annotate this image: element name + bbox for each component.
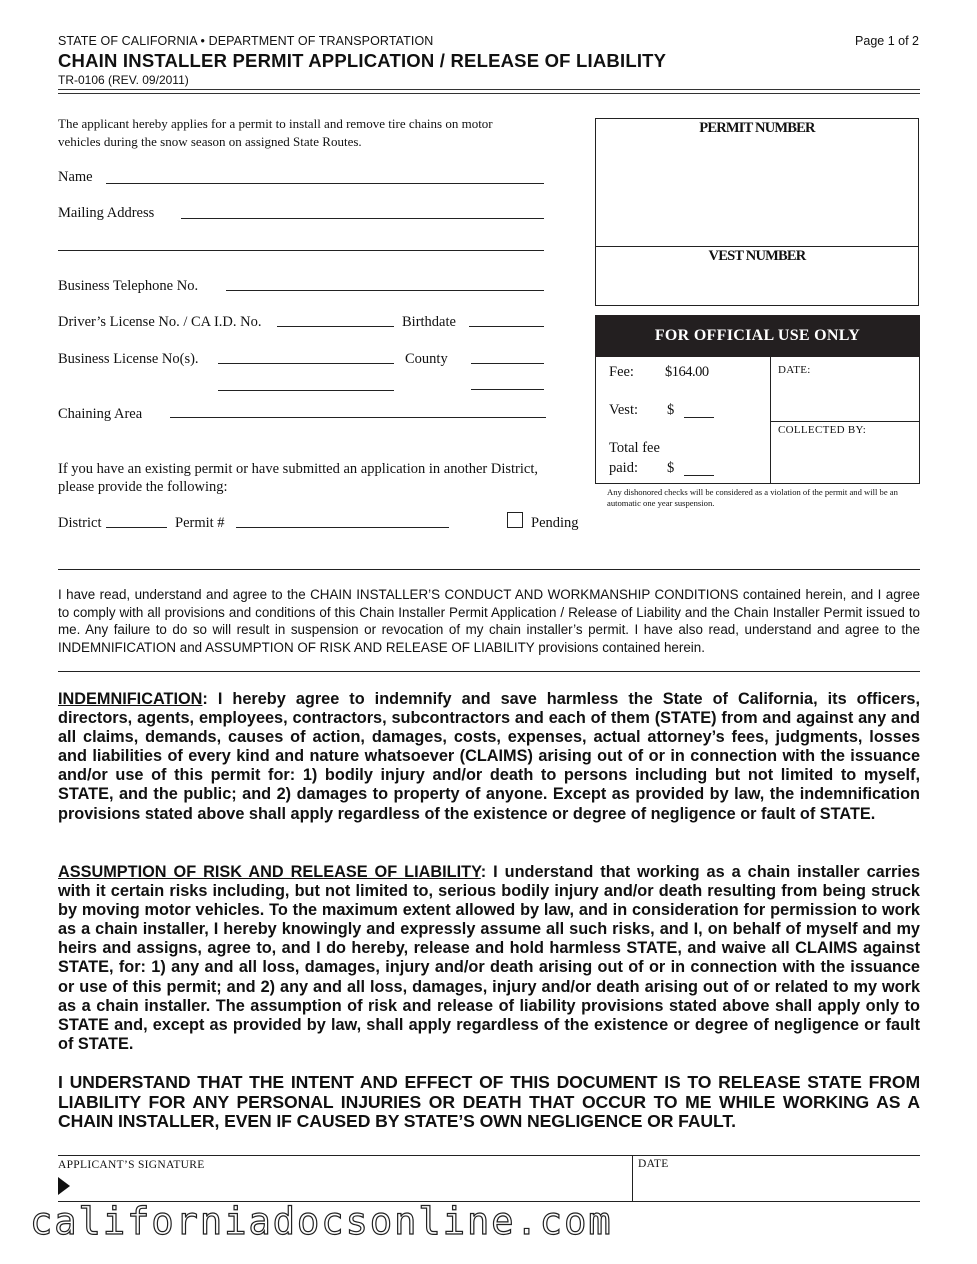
drivers-license-label: Driver’s License No. / CA I.D. No. xyxy=(58,314,262,330)
district-label: District xyxy=(58,515,102,531)
agreement-text: I have read, understand and agree to the CHAIN INSTALLER’S CONDUCT AND WORKMANSHIP CONDITIONS contained herein, and I agree to comply with all provisions and conditions of this Chain Installer Permit Application / Release of Liability and the Chain Installer Permit issued to me. Any failure to do so will result in suspension or revocation of my chain installer’s permit. I have also read, understand and agree to the INDEMNIFICATION and ASSUMPTION OF RISK AND RELEASE OF LIABILITY provisions contained herein. xyxy=(58,587,920,655)
official-box-horizontal-divider xyxy=(770,421,919,422)
header-divider-double xyxy=(58,93,920,94)
official-use-heading: FOR OFFICIAL USE ONLY xyxy=(595,315,920,357)
form-number: TR-0106 (REV. 09/2011) xyxy=(58,73,189,87)
mailing-address-field-line2[interactable] xyxy=(58,250,544,251)
sign-here-arrow-icon xyxy=(58,1177,70,1195)
assumption-body: : I understand that working as a chain installer carries with it certain risks including, but not limited to, serious bodily injury and/or death resulting from being struck by moving motor vehicles. To the maximum extent allowed by law, and in consideration for permission to work as a chain installer, I hereby knowingly and expressly assume all such risks, and I, on behalf of myself and my heirs and assigns, agree to, and I do hereby, release and hold harmless STATE, and waive all CLAIMS against STATE, for: 1) any and all loss, damages, injury and/or death arising out of or in connection with the issuance or use of this permit; and 2) any and all loss, damages, injury and/or death arising out of or related to my work as a chain installer. The assumption of risk and release of liability provisions stated above shall apply only to STATE and, except as provided by law, shall apply regardless of the existence or degree of negligence or fault of STATE. xyxy=(58,863,921,1053)
pending-checkbox[interactable] xyxy=(507,512,523,528)
total-fee-label: Total fee xyxy=(609,440,660,456)
mailing-address-field[interactable] xyxy=(181,218,544,219)
section-divider-lower xyxy=(58,671,920,672)
chaining-area-field[interactable] xyxy=(170,417,546,418)
pending-label: Pending xyxy=(531,515,579,531)
total-currency: $ xyxy=(667,460,675,476)
county-field-line2[interactable] xyxy=(471,389,544,390)
vest-amount-field[interactable] xyxy=(684,417,714,418)
official-use-box xyxy=(595,357,920,484)
section-divider xyxy=(58,569,920,570)
page-indicator: Page 1 of 2 xyxy=(855,34,919,48)
form-title: CHAIN INSTALLER PERMIT APPLICATION / RELEASE OF LIABILITY xyxy=(58,50,667,71)
county-field[interactable] xyxy=(471,363,544,364)
release-acknowledgement: I UNDERSTAND THAT THE INTENT AND EFFECT OF THIS DOCUMENT IS TO RELEASE STATE FROM LIABILITY FOR ANY PERSONAL INJURIES OR DEATH THAT OCCUR TO ME WHILE WORKING AS A CHAIN INSTALLER, EVEN IF CAUSED BY STATE’S OWN NEGLIGENCE OR FAULT. xyxy=(58,1072,920,1131)
business-license-label: Business License No(s). xyxy=(58,351,199,367)
vest-currency: $ xyxy=(667,402,675,418)
assumption-of-risk-paragraph xyxy=(58,863,920,1054)
vest-label: Vest: xyxy=(609,402,638,418)
site-watermark: californiadocsonline.com xyxy=(30,1200,613,1243)
district-field[interactable] xyxy=(106,527,167,528)
mailing-address-label: Mailing Address xyxy=(58,205,155,221)
permit-number-box xyxy=(595,118,919,306)
collected-by-label: COLLECTED BY: xyxy=(778,424,867,436)
dishonored-checks-note: Any dishonored checks will be considered as a violation of the permit and will be an automatic one year suspension. xyxy=(607,487,898,508)
applicant-signature-field[interactable] xyxy=(74,1174,624,1200)
applicant-signature-label: APPLICANT’S SIGNATURE xyxy=(58,1159,205,1171)
official-box-vertical-divider xyxy=(770,357,771,483)
birthdate-field[interactable] xyxy=(469,326,544,327)
fee-label: Fee: xyxy=(609,364,634,380)
assumption-heading: ASSUMPTION OF RISK AND RELEASE OF LIABILITY xyxy=(58,863,481,881)
birthdate-label: Birthdate xyxy=(402,314,456,330)
name-field[interactable] xyxy=(106,183,544,184)
header-divider xyxy=(58,89,920,90)
signature-row xyxy=(58,1155,920,1202)
intro-text: The applicant hereby applies for a permit to install and remove tire chains on motor vehicles during the snow season on assigned State Routes. xyxy=(58,116,493,149)
signature-divider xyxy=(632,1156,633,1201)
date-label: DATE: xyxy=(778,364,811,376)
indemnification-paragraph xyxy=(58,690,920,824)
county-label: County xyxy=(405,351,448,367)
drivers-license-field[interactable] xyxy=(277,326,394,327)
business-phone-label: Business Telephone No. xyxy=(58,278,199,294)
signature-date-field[interactable] xyxy=(638,1174,918,1200)
business-license-field[interactable] xyxy=(218,363,394,364)
agency-name: STATE OF CALIFORNIA • DEPARTMENT OF TRANSPORTATION xyxy=(58,34,434,48)
permit-number-label: PERMIT NUMBER xyxy=(699,120,815,136)
chaining-area-label: Chaining Area xyxy=(58,406,143,422)
total-amount-field[interactable] xyxy=(684,475,714,476)
total-paid-label: paid: xyxy=(609,460,638,476)
name-label: Name xyxy=(58,169,93,185)
indemnification-heading: INDEMNIFICATION xyxy=(58,690,203,708)
indemnification-body: : I hereby agree to indemnify and save harmless the State of California, its officers, directors, agents, employees, contractors, subcontractors and each of them (STATE) from and against any and all claims, demands, causes of action, damages, costs, expenses, actual attorney’s fees, judgments, losses and liabilities of every kind and nature whatsoever (CLAIMS) arising out of or in connection with the issuance and/or use of this permit for: 1) bodily injury and/or death to persons including but not limited to myself, STATE, and the public; and 2) damages to property of anyone. Except as provided by law, the indemnification provisions stated above shall apply regardless of the existence or degree of negligence or fault of STATE. xyxy=(58,690,920,823)
permit-no-field[interactable] xyxy=(236,527,449,528)
permit-no-label: Permit # xyxy=(175,515,225,531)
existing-permit-prompt: If you have an existing permit or have submitted an application in another District, please provide the following: xyxy=(58,461,538,495)
vest-number-label: VEST NUMBER xyxy=(708,248,806,264)
permit-box-divider xyxy=(596,246,918,247)
business-license-field-line2[interactable] xyxy=(218,390,394,391)
signature-date-label: DATE xyxy=(638,1158,669,1170)
fee-value: $164.00 xyxy=(665,364,709,380)
business-phone-field[interactable] xyxy=(226,290,544,291)
